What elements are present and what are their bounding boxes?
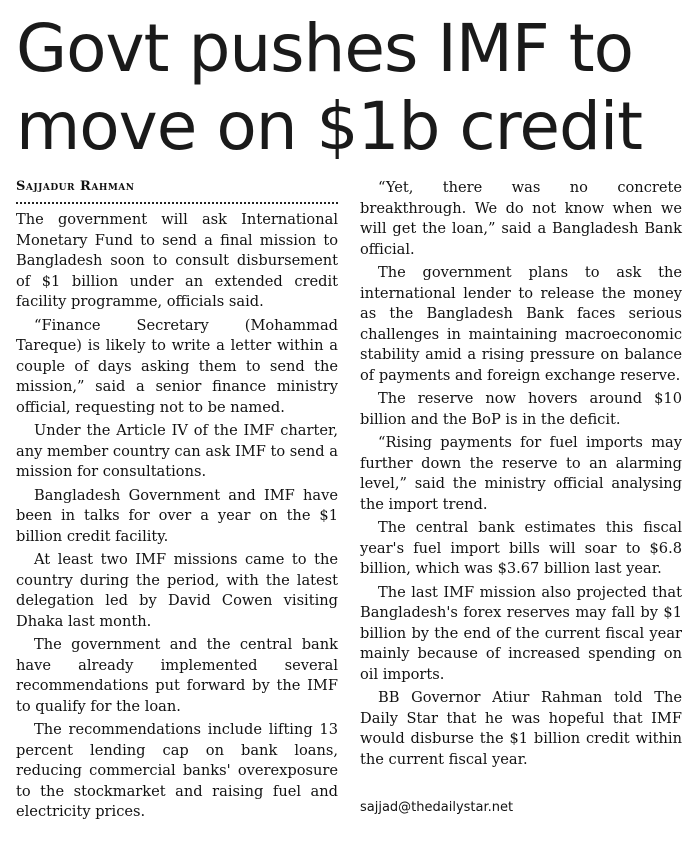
paragraph: The reserve now hovers around $10 billion and the BoP is in the deficit. [360, 390, 682, 428]
byline: Sajjadur Rahman [16, 179, 135, 194]
paragraph: “Rising payments for fuel imports may further down the reserve to an alarming level,” said the ministry official analysing the import trend. [360, 434, 682, 513]
paragraph: Under the Article IV of the IMF charter, any member country can ask IMF to send a mission for consultations. [16, 422, 338, 480]
headline: Govt pushes IMF to move on $1b credit [16, 10, 643, 165]
paragraph: The central bank estimates this fiscal year's fuel import bills will soar to $6.8 billion, which was $3.67 billion last year. [360, 519, 682, 577]
paragraph: BB Governor Atiur Rahman told The Daily Star that he was hopeful that IMF would disburse the $1 billion credit within the current fiscal year. [360, 689, 682, 768]
paragraph: The recommendations include lifting 13 percent lending cap on bank loans, reducing commercial banks' overexposure to the stockmarket and raising fuel and electricity prices. [16, 721, 338, 820]
paragraph: At least two IMF missions came to the country during the period, with the latest delegation led by David Cowen visiting Dhaka last month. [16, 551, 338, 630]
paragraph: The government and the central bank have already implemented several recommendations put forward by the IMF to qualify for the loan. [16, 636, 338, 715]
author-email: sajjad@thedailystar.net [360, 800, 514, 815]
dotted-divider [16, 202, 338, 204]
paragraph: Bangladesh Government and IMF have been in talks for over a year on the $1 billion credit facility. [16, 486, 338, 545]
left-column [16, 178, 338, 826]
article-body [16, 178, 682, 826]
paragraph: The government will ask International Monetary Fund to send a final mission to Bangladesh soon to consult disbursement of $1 billion under an extended credit facility programme, officials said. [16, 211, 338, 310]
paragraph: The government plans to ask the international lender to release the money as the Bangladesh Bank faces serious challenges in maintaining macroeconomic stability amid a rising pressure on balance of payments and foreign exchange reserve. [360, 264, 682, 384]
paragraph: “Yet, there was no concrete breakthrough. We do not know when we will get the loan,” said a Bangladesh Bank official. [360, 179, 682, 258]
paragraph: “Finance Secretary (Mohammad Tareque) is likely to write a letter within a couple of days asking them to send the mission,” said a senior finance ministry official, requesting not to be named. [16, 316, 338, 416]
right-column [360, 178, 682, 826]
paragraph: The last IMF mission also projected that Bangladesh's forex reserves may fall by $1 billion by the end of the current fiscal year mainly because of increased spending on oil imports. [360, 583, 682, 683]
